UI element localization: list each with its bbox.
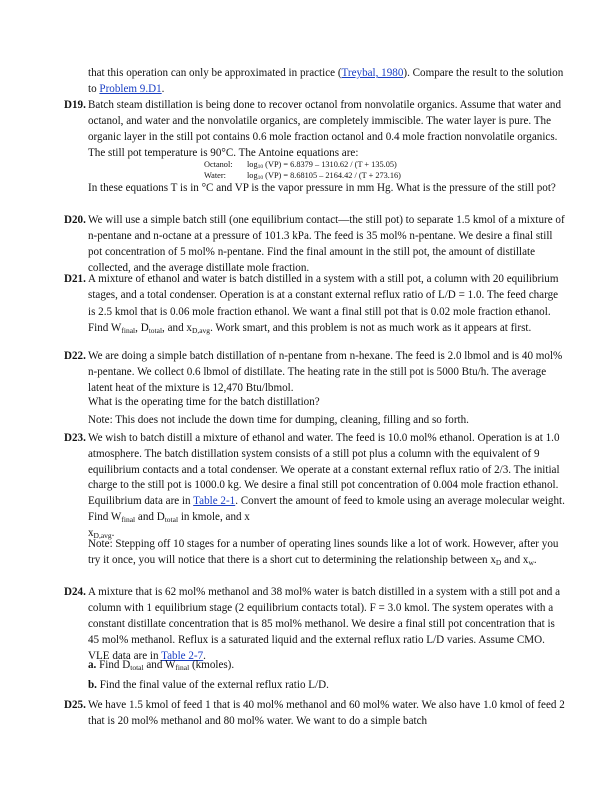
problem-d22-question <box>0 394 614 410</box>
problem-number: D24. <box>64 586 86 598</box>
text: (kmoles). <box>189 659 235 671</box>
log-base: 10 <box>257 164 264 170</box>
problem-d19-followup <box>0 180 614 196</box>
problem-d20 <box>0 212 614 276</box>
part-label: b. <box>88 679 97 691</box>
subscript: D,avg <box>93 530 112 540</box>
problem-d21 <box>0 271 614 336</box>
problem-9d1-link[interactable]: Problem 9.D1 <box>99 83 162 95</box>
problem-number: D19. <box>64 99 86 111</box>
text: in kmole, and x <box>178 510 250 523</box>
problem-text: We have 1.5 kmol of feed 1 that is 40 mol% methanol and 60 mol% water. We also have 1.0 kmol of feed 2 that is 20 mol% methanol and 80 mol% water. We want to do a simple batch <box>88 699 565 727</box>
text: and x <box>501 554 529 566</box>
subscript: D,avg <box>191 325 211 335</box>
problem-d24 <box>0 584 614 664</box>
treybal-reference-link[interactable]: Treybal, 1980 <box>341 67 404 79</box>
question-text: What is the operating time for the batch distillation? <box>88 396 320 408</box>
subscript: total <box>164 514 179 524</box>
subscript: D <box>495 558 502 567</box>
subscript: final <box>121 325 136 335</box>
problem-d22-note <box>0 412 614 428</box>
table-2-1-link[interactable]: Table 2-1 <box>193 495 236 508</box>
part-label: a. <box>88 659 97 671</box>
text: . Convert the amount of feed to kmole using an average molecular weight. Find W <box>88 495 565 523</box>
equation-expression: (VP) = 6.8379 – 1310.62 / (T + 135.05) <box>263 160 397 169</box>
problem-d19 <box>0 97 614 161</box>
subscript: total <box>130 663 144 672</box>
problem-d24-part-b <box>0 677 614 693</box>
problem-text: In these equations T is in °C and VP is the vapor pressure in mm Hg. What is the pressure of the still pot? <box>88 182 556 194</box>
text: , D <box>135 321 149 334</box>
problem-d23 <box>0 431 614 542</box>
note-text: Note: Stepping off 10 stages for a number of operating lines sounds like a lot of work. However, after you try it once, you will notice that there is a short cut to determining the relationship between x <box>88 538 559 566</box>
log: log <box>247 160 258 169</box>
subscript: w <box>528 558 534 567</box>
note-text: Note: This does not include the down time for dumping, cleaning, filling and so forth. <box>88 414 469 426</box>
log-base: 10 <box>257 175 264 181</box>
table-2-7-link[interactable]: Table 2-7 <box>161 650 204 662</box>
problem-text: We will use a simple batch still (one equilibrium contact—the still pot) to separate 1.5 kmol of a mixture of n-pentane and n-octane at a pressure of 101.3 kPa. The feed is 35 mol% n-pentane. We desire a final still pot concentration of 5 mol% n-pentane. Find the final amount in the still pot, the amount of distillate collected, and the average distillate mole fraction. <box>88 214 565 274</box>
problem-text: We wish to batch distill a mixture of ethanol and water. The feed is 10.0 mol% ethanol. Operation is at 1.0 atmosphere. The batch distillation system consists of a still pot plus a column with the equivalent of 9 equilibrium contacts and a total condenser. We operate at a constant external reflux ratio of 2/3. The initial charge to the still pot is 1000.0 kg. We desire a final still pot concentration of 0.004 mole fraction ethanol. Equilibrium data are in <box>88 432 560 508</box>
problem-text: We are doing a simple batch distillation of n-pentane from n-hexane. The feed is 2.0 lbmol and is 40 mol% n-pentane. We collect 0.6 lbmol of distillate. The heating rate in the still pot is 5000 Btu/h. The average latent heat of the mixture is 12,470 Btu/lbmol. <box>88 350 563 394</box>
subscript: total <box>148 325 163 335</box>
problem-d24-part-a <box>0 657 614 673</box>
text: . <box>203 650 206 662</box>
problem-number: D25. <box>64 699 86 711</box>
problem-number: D22. <box>64 350 86 362</box>
text: and D <box>135 510 165 523</box>
log: log <box>247 171 258 180</box>
text: Find the final value of the external reflux ratio L/D. <box>96 679 329 691</box>
equation-label: Water: <box>204 171 226 180</box>
problem-text: A mixture that is 62 mol% methanol and 38 mol% water is batch distilled in a system with a still pot and a column with 1 equilibrium stage (2 equilibrium contacts total). F = 3.0 kmol. The system operates with a constant distillate concentration that is 85 mol% methanol. We desire a final still pot concentration that is 45 mol% methanol. Reflux is a saturated liquid and the external reflux ratio L/D varies. Assume CMO. VLE data are in <box>88 586 561 662</box>
subscript: final <box>121 514 136 524</box>
text: , and x <box>162 321 192 334</box>
problem-text: Batch steam distillation is being done to recover octanol from nonvolatile organics. Assume that water and octanol, and water and the nonvolatile organics, are completely immiscible. The water layer is pure. The organic layer in the still pot contains 0.6 mole fraction octanol and 0.4 mole fraction nonvolatile organics. The still pot temperature is 90°C. The Antoine equations are: <box>88 99 562 159</box>
text-x: x <box>88 526 94 539</box>
problem-d22 <box>0 348 614 396</box>
text: . <box>533 554 537 566</box>
equation-label: Octanol: <box>204 160 233 169</box>
problem-text: A mixture of ethanol and water is batch distilled in a system with a still pot, a column with 20 equilibrium stages, and a total condenser. Operation is at a constant external reflux ratio of L/D = 1.0. The feed charge is 2.5 kmol that is 0.06 mole fraction ethanol. We want a final still pot that is 0.02 mole fraction ethanol. Find W <box>88 273 559 334</box>
problem-d23-note <box>0 536 614 568</box>
text: and W <box>143 659 176 671</box>
problem-number: D23. <box>64 432 86 444</box>
text: Find D <box>96 659 131 671</box>
text: . Work smart, and this problem is not as much work as it appears at first. <box>210 321 532 334</box>
text: . <box>111 526 115 539</box>
problem-number: D20. <box>64 214 86 226</box>
text: . <box>161 83 165 95</box>
problem-number: D21. <box>64 273 86 285</box>
equation-expression: (VP) = 8.68105 – 2164.42 / (T + 273.16) <box>263 171 401 180</box>
subscript: final <box>175 663 190 672</box>
text: that this operation can only be approximated in practice ( <box>88 67 342 79</box>
text: ). Compare the result to the solution to <box>88 67 564 95</box>
continuation-paragraph <box>0 65 614 97</box>
equation-octanol <box>0 160 614 170</box>
problem-d25 <box>0 697 614 729</box>
